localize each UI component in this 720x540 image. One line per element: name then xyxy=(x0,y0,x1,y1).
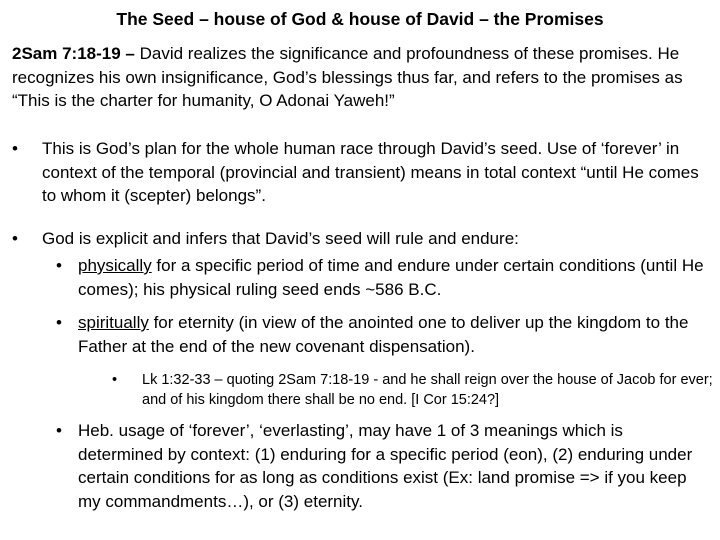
bullet-icon: • xyxy=(12,229,18,248)
keyword-spiritually: spiritually xyxy=(78,313,149,332)
scripture-reference: 2Sam 7:18-19 – xyxy=(12,44,135,63)
sub-sub-bullet-luke xyxy=(112,370,714,410)
sub-bullet-body: for a specific period of time and endure under certain conditions (until He comes); his physical ruling seed ends ~586 B.C. xyxy=(78,256,704,299)
bullet-icon: • xyxy=(56,421,62,440)
sub-bullet-spiritually xyxy=(56,311,708,358)
intro-paragraph xyxy=(12,42,712,113)
sub-bullet-text: Heb. usage of ‘forever’, ‘everlasting’, may have 1 of 3 meanings which is determined by context: (1) enduring for a specific period (eon), (2) enduring under certain conditions for as long as conditions exist (Ex: land promise => if you keep my commandments…), or (3) eternity. xyxy=(78,421,693,511)
slide-title: The Seed – house of God & house of David – the Promises xyxy=(116,9,604,29)
bullet-explicit-rule xyxy=(12,227,702,251)
bullet-gods-plan xyxy=(12,137,702,208)
bullet-icon: • xyxy=(56,256,62,275)
bullet-icon: • xyxy=(56,313,62,332)
keyword-physically: physically xyxy=(78,256,152,275)
bullet-text: God is explicit and infers that David’s seed will rule and endure: xyxy=(42,229,519,248)
bullet-icon: • xyxy=(112,372,118,388)
sub-bullet-text xyxy=(78,311,708,358)
sub-bullet-body: for eternity (in view of the anointed one to deliver up the kingdom to the Father at the end of the new covenant dispensation). xyxy=(78,313,689,356)
bullet-icon: • xyxy=(12,139,18,158)
sub-bullet-physically xyxy=(56,254,708,301)
bullet-text: This is God’s plan for the whole human race through David’s seed. Use of ‘forever’ in context of the temporal (provincial and transient) means in total context “until He comes to whom it (scepter) belongs”. xyxy=(42,139,699,205)
sub-bullet-text xyxy=(78,254,708,301)
intro-text: David realizes the significance and profoundness of these promises. He recognizes his own insignificance, God’s blessings thus far, and refers to the promises as “This is the charter for humanity, O Adonai Yaweh!” xyxy=(12,44,683,110)
sub-sub-bullet-text: Lk 1:32-33 – quoting 2Sam 7:18-19 - and he shall reign over the house of Jacob for ever; and of his kingdom there shall be no end. [I Cor 15:24?] xyxy=(142,372,713,408)
sub-bullet-hebrew-usage xyxy=(56,419,708,513)
